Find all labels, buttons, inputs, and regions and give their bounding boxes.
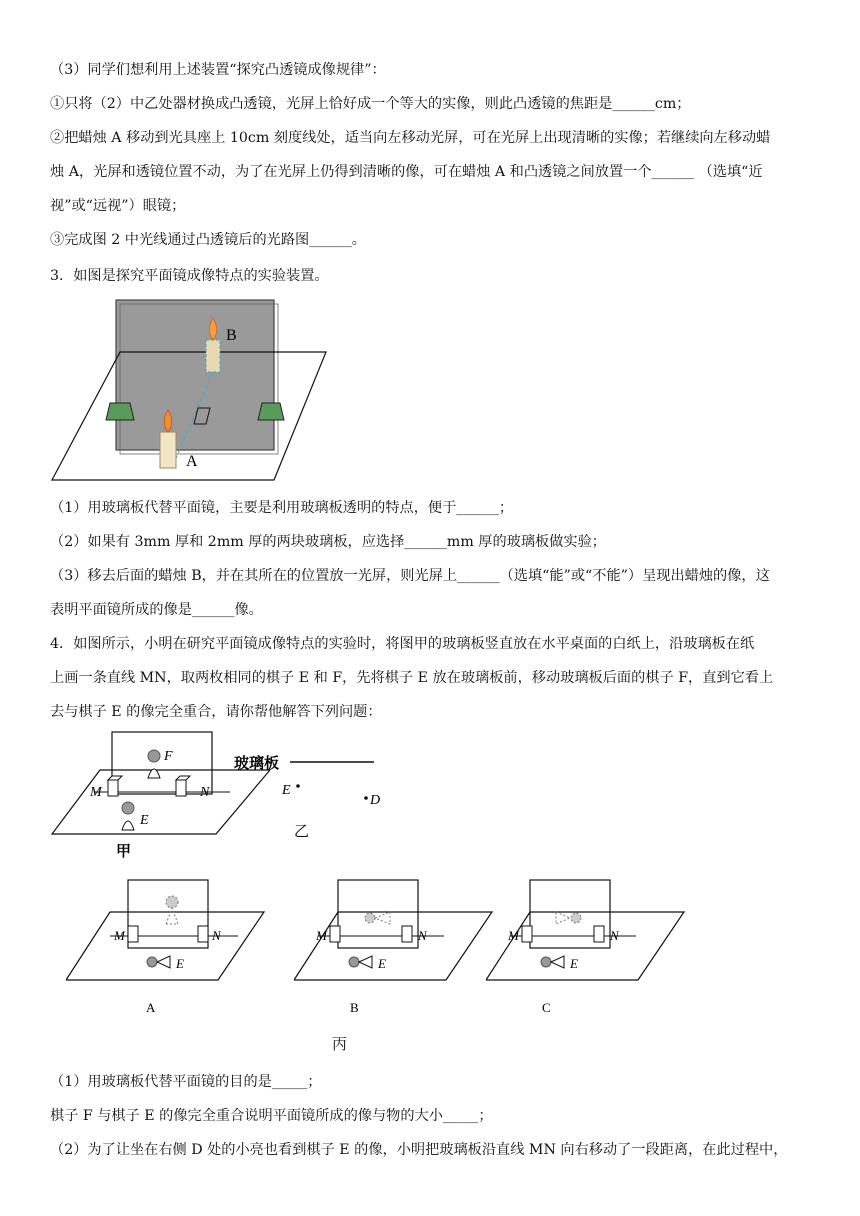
q4-stem-line3: 去与棋子 E 的像完全重合，请你帮他解答下列问题： xyxy=(50,704,382,720)
q3-p3-line2: 表明平面镜所成的像是______像。 xyxy=(50,602,263,618)
label-n: N xyxy=(212,928,221,943)
label-m: M xyxy=(508,928,519,943)
right-stand xyxy=(258,403,284,420)
q4-p2: （2）为了让坐在右侧 D 处的小亮也看到棋子 E 的像，小明把玻璃板沿直线 MN 向右移动了一段距离，在此过程中， xyxy=(50,1142,788,1158)
q2-part3-item2-line2: 烛 A，光屏和透镜位置不动，为了在光屏上仍得到清晰的像，可在蜡烛 A 和凸透镜之间放置一个______ （选填“近 xyxy=(50,164,763,180)
label-e: E xyxy=(570,956,578,971)
q2-part3-item2-line3: 视”或“远视”）眼镜； xyxy=(50,198,186,214)
q2-part3-intro: （3）同学们想利用上述装置“探究凸透镜成像规律”： xyxy=(50,62,386,78)
q3-p2: （2）如果有 3mm 厚和 2mm 厚的两块玻璃板，应选择______mm 厚的玻璃板做实验； xyxy=(50,534,606,550)
caption-jia: 甲 xyxy=(116,844,132,860)
label-e: E xyxy=(140,813,149,828)
q4-figure-bing-a xyxy=(66,876,266,1016)
point-d xyxy=(364,796,368,800)
q2-part3-item2-line1: ②把蜡烛 A 移动到光具座上 10cm 刻度线处，适当向左移动光屏，可在光屏上出现清晰的实像；若继续向左移动蜡 xyxy=(50,130,771,146)
label-n: N xyxy=(200,785,210,800)
piece-e xyxy=(122,821,134,830)
label-e: E xyxy=(176,956,184,971)
piece-e xyxy=(157,956,170,968)
label-d: D xyxy=(370,793,381,808)
label-n: N xyxy=(610,928,619,943)
label-m: M xyxy=(90,785,102,800)
image-piece xyxy=(556,912,570,924)
candle-b xyxy=(206,340,220,372)
q4-figure-bing-c xyxy=(486,876,686,1016)
left-stand xyxy=(106,403,134,420)
q4-p1: （1）用玻璃板代替平面镜的目的是_____； xyxy=(50,1074,322,1090)
label-f: F xyxy=(164,749,173,764)
q4-figure-yi xyxy=(232,748,392,844)
label-e: E xyxy=(378,956,386,971)
caption-c: C xyxy=(542,1000,551,1015)
label-n: N xyxy=(418,928,427,943)
caption-bing: 丙 xyxy=(332,1035,348,1053)
q2-part3-item3: ③完成图 2 中光线通过凸透镜后的光路图______。 xyxy=(50,232,366,248)
label-a: A xyxy=(186,453,198,470)
point-e xyxy=(296,784,300,788)
label-m: M xyxy=(316,928,327,943)
q4-stem-line2: 上画一条直线 MN，取两枚相同的棋子 E 和 F，先将棋子 E 放在玻璃板前，移动玻璃板后面的棋子 F，直到它看上 xyxy=(50,670,774,686)
label-b: B xyxy=(226,327,237,344)
caption-b: B xyxy=(350,1000,359,1015)
image-piece xyxy=(166,908,178,924)
caption-a: A xyxy=(146,1000,156,1015)
q4-p1b: 棋子 F 与棋子 E 的像完全重合说明平面镜所成的像与物的大小_____； xyxy=(50,1108,493,1124)
q4-stem-line1: 4．如图所示，小明在研究平面镜成像特点的实验时，将图甲的玻璃板竖直放在水平桌面的白纸上，沿玻璃板在纸 xyxy=(50,636,755,652)
label-m: M xyxy=(114,928,125,943)
label-e: E xyxy=(282,783,291,798)
q3-p3-line1: （3）移去后面的蜡烛 B，并在其所在的位置放一光屏，则光屏上______（选填“能”或“不能”）呈现出蜡烛的像，这 xyxy=(50,568,770,584)
q3-p1: （1）用玻璃板代替平面镜，主要是利用玻璃板透明的特点，便于______； xyxy=(50,500,514,516)
q3-figure-plane-mirror xyxy=(50,296,330,486)
candle-a xyxy=(160,432,176,468)
glass-plate xyxy=(112,732,212,794)
q3-stem: 3．如图是探究平面镜成像特点的实验装置。 xyxy=(50,268,329,284)
image-piece xyxy=(375,912,390,924)
piece-e xyxy=(359,956,372,968)
glass-plate xyxy=(116,300,274,450)
caption-yi: 乙 xyxy=(294,824,310,840)
piece-e xyxy=(551,956,564,968)
q4-figure-bing-b xyxy=(294,876,494,1016)
q2-part3-item1: ①只将（2）中乙处器材换成凸透镜，光屏上恰好成一个等大的实像，则此凸透镜的焦距是______cm； xyxy=(50,96,691,112)
label-glass: 玻璃板 xyxy=(234,756,280,772)
